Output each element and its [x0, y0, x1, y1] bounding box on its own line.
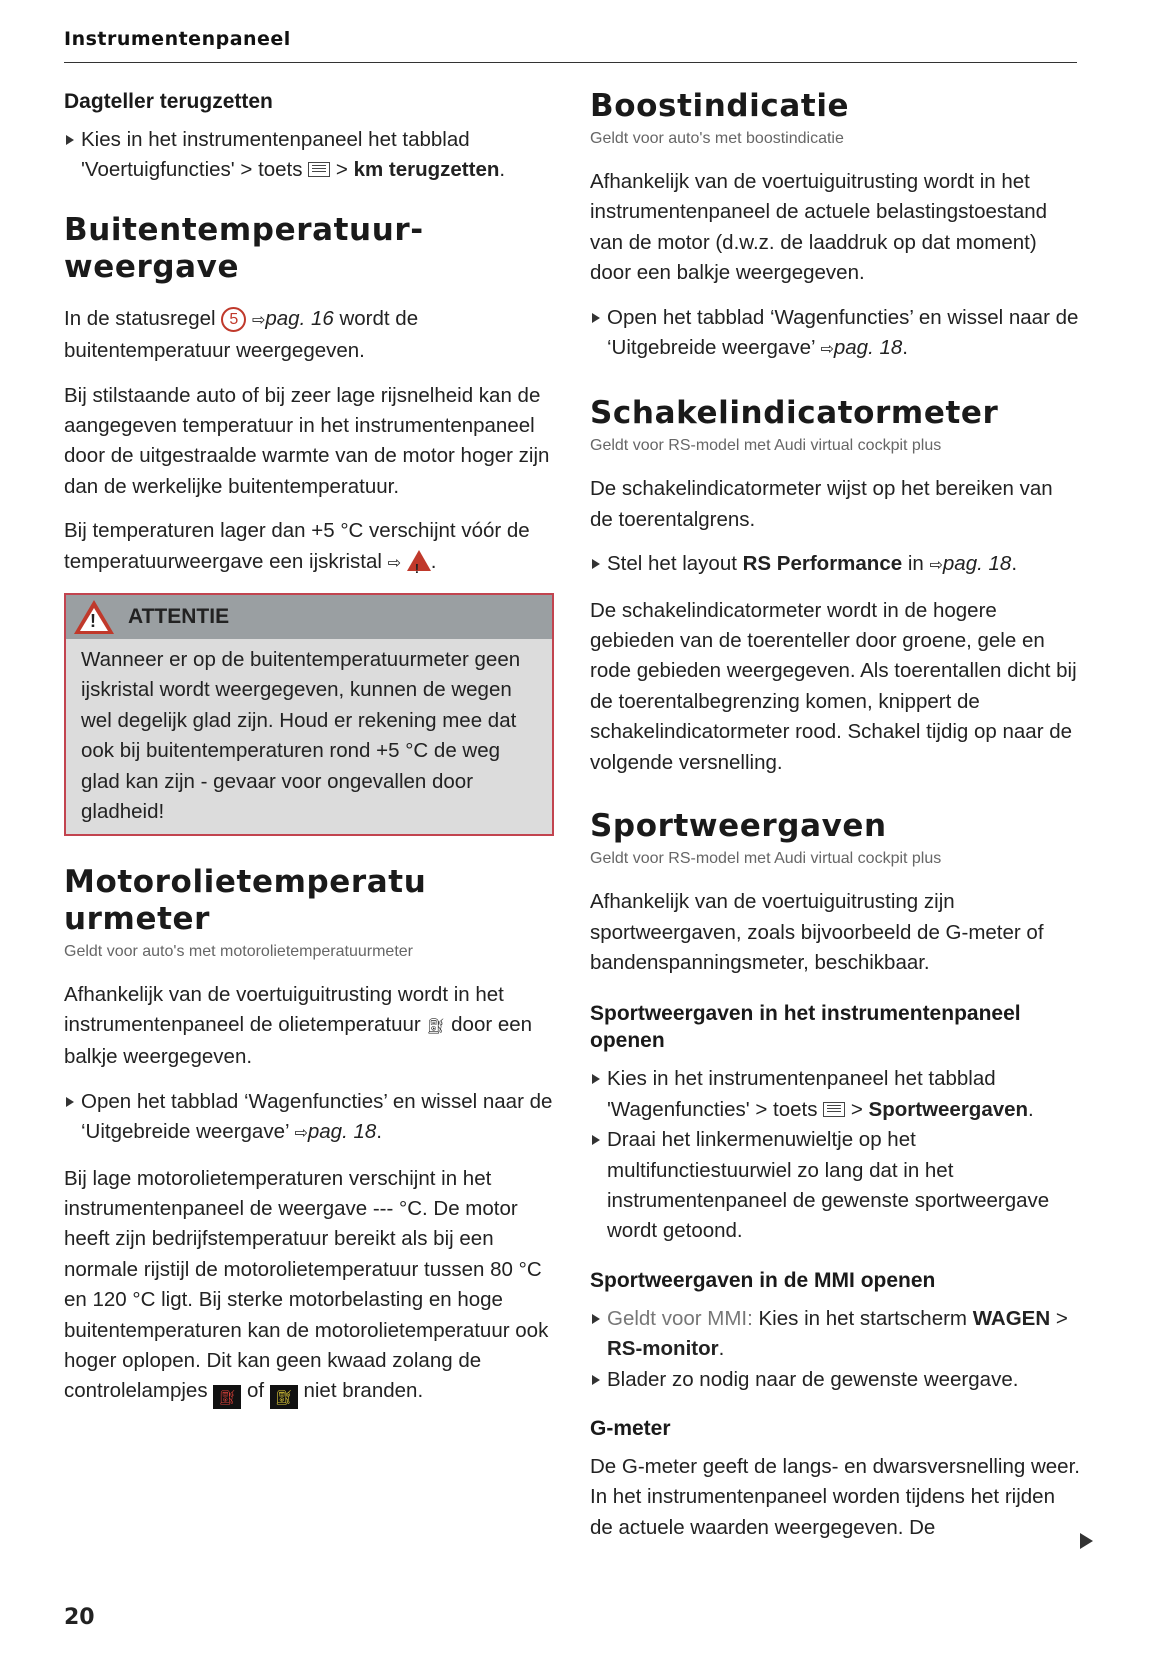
text: In de statusregel	[64, 306, 222, 330]
oil-pressure-warning-lamp-icon: ⛽︎	[213, 1385, 241, 1409]
menu-item-label: Sportweergaven	[868, 1097, 1029, 1121]
continue-arrow-icon	[1080, 1533, 1093, 1549]
running-header: Instrumentenpaneel	[64, 28, 291, 50]
menu-button-icon	[823, 1102, 845, 1117]
paragraph: Afhankelijk van de voertuiguitrusting zijn sportweergaven, zoals bijvoorbeeld de G-meter of bandenspanningsmeter, beschikbaar.	[590, 890, 1044, 974]
menu-item-label: km terugzetten	[353, 158, 500, 182]
layout-name: RS Performance	[742, 552, 903, 576]
text: Kies in het instrumentenpaneel het tabblad 'Wagenfuncties' > toets	[607, 1067, 996, 1121]
step-mmi-1	[590, 1304, 1080, 1365]
text: of	[241, 1379, 270, 1403]
paragraph: De G-meter geeft de langs- en dwarsversnelling weer. In het instrumentenpaneel worden tijdens het rijden de actuele waarden weergegeven. De	[590, 1454, 1080, 1539]
paragraph: Bij stilstaande auto of bij zeer lage rijsnelheid kan de aangegeven temperatuur in het instrumentenpaneel door de uitgestraalde warmte van de motor hoger zijn dan de werkelijke buitentemperatuur.	[64, 383, 550, 498]
step-panel-2: Draai het linkermenuwieltje op het multifunctiestuurwiel zo lang dat in het instrumentenpaneel de gewenste sportweergave wordt getoond.	[590, 1125, 1080, 1247]
step-panel-1	[590, 1064, 1080, 1125]
oil-level-warning-lamp-icon: ⛽︎	[270, 1385, 298, 1409]
page-reference[interactable]: pag. 18	[942, 552, 1012, 576]
paragraph	[64, 980, 554, 1073]
arrow-ref-icon: ⇨	[387, 554, 402, 572]
subheading-g-meter: G-meter	[590, 1416, 671, 1440]
section-title-oil-temp: Motorolietemperatuurmeter	[64, 863, 427, 937]
page-reference[interactable]: pag. 18	[307, 1120, 377, 1144]
page-reference[interactable]: pag. 18	[833, 336, 903, 360]
subheading-panel: Sportweergaven in het instrumentenpaneel openen	[590, 1002, 1021, 1053]
page-number: 20	[64, 1605, 95, 1630]
menu-item-label: WAGEN	[972, 1306, 1051, 1330]
text: Kies in het startscherm	[752, 1306, 973, 1330]
applicability-note: Geldt voor MMI:	[607, 1306, 753, 1330]
section-title-sport: Sportweergaven	[590, 808, 887, 845]
arrow-ref-icon: ⇨	[294, 1125, 308, 1143]
text: >	[330, 158, 354, 182]
text: .	[1028, 1097, 1034, 1121]
step-reset	[64, 125, 554, 186]
left-column	[64, 88, 554, 1423]
text: wordt de buitentemperatuur weergegeven.	[64, 306, 419, 363]
paragraph	[64, 1164, 554, 1410]
attention-title: ATTENTIE	[128, 605, 230, 629]
text: Open het tabblad ‘Wagenfuncties’ en wissel naar de ‘Uitgebreide weergave’	[81, 1089, 553, 1144]
arrow-ref-icon: ⇨	[929, 557, 943, 575]
step-shift	[590, 549, 1080, 581]
right-column	[590, 88, 1080, 1557]
text: Stel het layout	[607, 552, 743, 576]
step-mmi-2: Blader zo nodig naar de gewenste weergave.	[590, 1365, 1080, 1395]
subheading-mmi: Sportweergaven in de MMI openen	[590, 1268, 936, 1292]
text: .	[376, 1120, 382, 1144]
arrow-ref-icon: ⇨	[251, 311, 266, 329]
paragraph: Afhankelijk van de voertuiguitrusting wordt in het instrumentenpaneel de actuele belastingstoestand van de motor (d.w.z. de laaddruk op dat moment) door een balkje weergegeven.	[590, 170, 1048, 285]
section-title-boost: Boostindicatie	[590, 88, 850, 124]
text: door een balkje weergegeven.	[64, 1012, 533, 1069]
text: Kies in het instrumentenpaneel het tabblad 'Voertuigfuncties' > toets	[81, 128, 470, 182]
text: .	[718, 1337, 725, 1361]
text: in	[902, 552, 930, 576]
paragraph: De schakelindicatormeter wijst op het bereiken van de toerentalgrens.	[590, 477, 1053, 531]
callout-number: 5	[221, 307, 246, 332]
menu-button-icon	[308, 162, 330, 177]
section-title-reset: Dagteller terugzetten	[64, 90, 273, 113]
paragraph: De schakelindicatormeter wordt in de hogere gebieden van de toerenteller door groene, gele en rode gebieden weergegeven. Als toerentallen dicht bij de toerentalbegrenzing komen, knippert de schakelindicatormeter rood. Schakel tijdig op naar de volgende versnelling.	[590, 598, 1077, 774]
text: >	[1050, 1306, 1068, 1330]
text: Bij lage motorolietemperaturen verschijnt in het instrumentenpaneel de weergave --- °C. De motor heeft zijn bedrijfstemperatuur bereikt als bij een normale rijstijl de motorolietemperatuur tussen 80 °C en 120 °C ligt. Bij sterke motorbelasting en hoge buitentemperaturen kan de motorolietemperatuur ook hoger oplopen. Dit kan geen kwaad zolang de controlelampjes	[64, 1166, 549, 1403]
section-subtitle: Geldt voor RS-model met Audi virtual cockpit plus	[590, 850, 942, 868]
warning-triangle-icon[interactable]	[407, 550, 431, 571]
text: Open het tabblad ‘Wagenfuncties’ en wissel naar de ‘Uitgebreide weergave’	[607, 305, 1079, 360]
oil-can-icon: ⛽︎	[426, 1017, 446, 1035]
text: Afhankelijk van de voertuiguitrusting wordt in het instrumentenpaneel de olietemperatuur	[64, 982, 504, 1036]
text: .	[1011, 552, 1018, 576]
section-title-outside-temp: Buitentemperatuur-weergave	[64, 211, 424, 285]
arrow-ref-icon: ⇨	[820, 341, 834, 359]
text: niet branden.	[297, 1379, 424, 1403]
text: .	[902, 336, 908, 360]
section-title-shift: Schakelindicatormeter	[590, 395, 999, 432]
menu-item-label: RS-monitor	[607, 1337, 719, 1361]
paragraph	[64, 516, 554, 579]
page-reference[interactable]: pag. 16	[265, 306, 334, 330]
paragraph	[64, 304, 554, 367]
text: .	[430, 549, 437, 573]
step-oil	[64, 1087, 554, 1150]
text: Bij temperaturen lager dan +5 °C verschijnt vóór de temperatuurweergave een ijskristal	[64, 519, 530, 573]
attention-box	[64, 593, 554, 835]
step-boost	[590, 303, 1080, 366]
section-subtitle: Geldt voor auto's met boostindicatie	[590, 130, 844, 147]
warning-triangle-icon	[74, 600, 114, 634]
header-rule	[64, 62, 1077, 63]
text: >	[845, 1097, 869, 1121]
attention-text: Wanneer er op de buitentemperatuurmeter geen ijskristal wordt weergegeven, kunnen de wegen wel degelijk glad zijn. Houd er rekening mee dat ook bij buitentemperaturen rond +5 °C de weg glad kan zijn - gevaar voor ongevallen door gladheid!	[81, 648, 521, 824]
text: .	[499, 158, 506, 182]
section-subtitle: Geldt voor auto's met motorolietemperatuurmeter	[64, 942, 413, 960]
section-subtitle: Geldt voor RS-model met Audi virtual cockpit plus	[590, 437, 942, 455]
attention-header	[66, 595, 552, 639]
